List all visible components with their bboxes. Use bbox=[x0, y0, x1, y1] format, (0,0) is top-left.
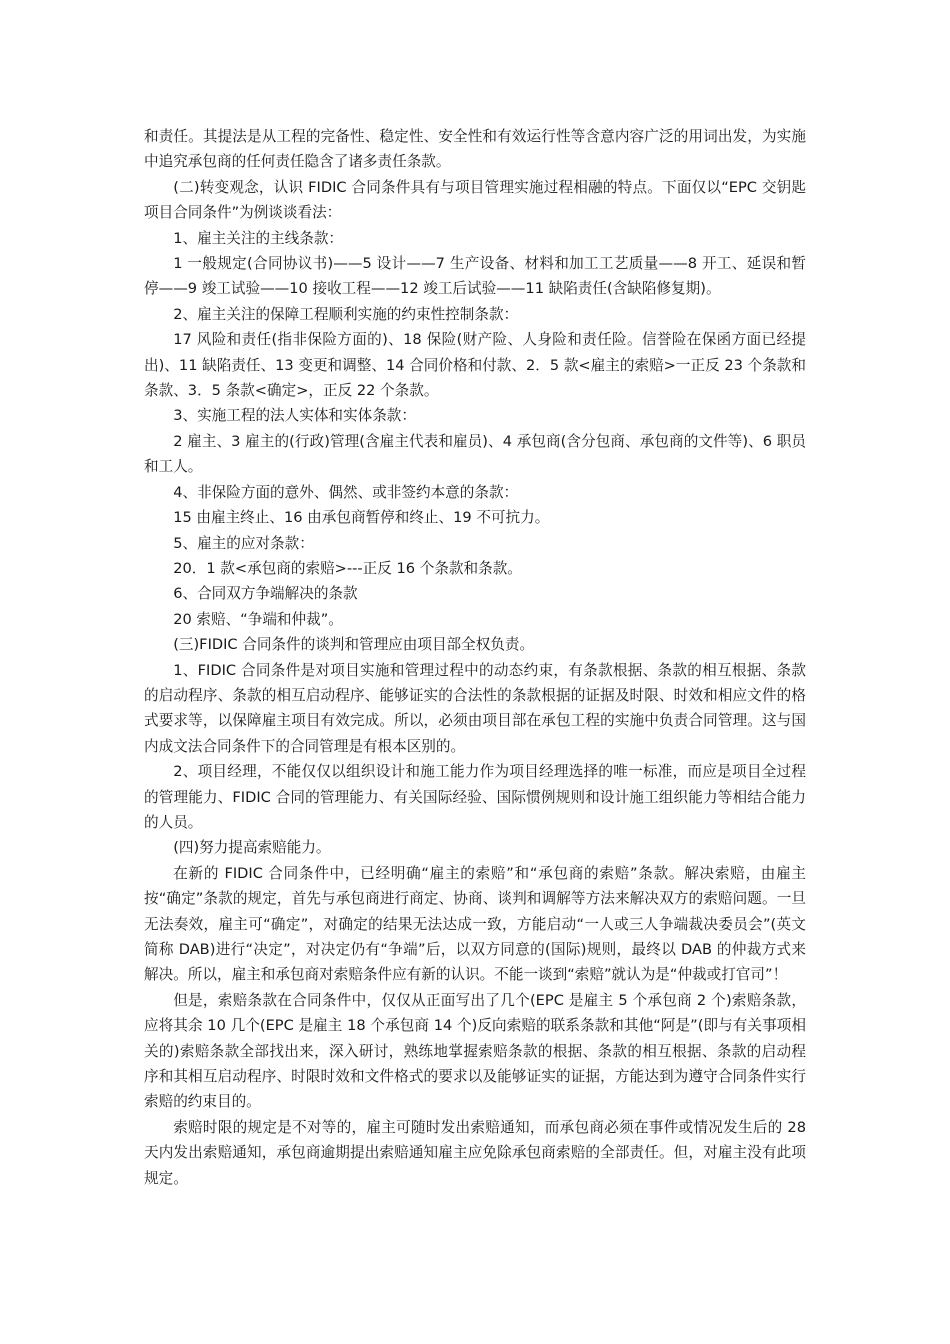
paragraph: 15 由雇主终止、16 由承包商暂停和终止、19 不可抗力。 bbox=[173, 509, 550, 527]
paragraph: 2、雇主关注的保障工程顺利实施的约束性控制条款： bbox=[173, 305, 519, 323]
paragraph: 2、项目经理，不能仅仅以组织设计和施工能力作为项目经理选择的唯一标准，而应是项目全过程的管理能力、FIDIC 合同的管理能力、有关国际经验、国际惯例规则和设计施工组织能力等相结合能力的人员。 bbox=[144, 763, 806, 831]
paragraph: (二)转变观念，认识 FIDIC 合同条件具有与项目管理实施过程相融的特点。下面仅以“EPC 交钥匙项目合同条件”为例谈谈看法： bbox=[144, 178, 806, 222]
document-body bbox=[144, 124, 806, 1191]
paragraph: 5、雇主的应对条款： bbox=[173, 534, 314, 552]
paragraph: 1 一般规定(合同协议书)——5 设计——7 生产设备、材料和加工工艺质量——8 开工、延误和暂停——9 竣工试验——10 接收工程——12 竣工后试验——11 缺陷责任(含缺陷修复期)。 bbox=[144, 255, 806, 298]
paragraph: (三)FIDIC 合同条件的谈判和管理应由项目部全权负责。 bbox=[173, 636, 535, 654]
paragraph: 4、非保险方面的意外、偶然、或非签约本意的条款： bbox=[173, 483, 519, 501]
paragraph: 20．1 款<承包商的索赔>---正反 16 个条款和条款。 bbox=[173, 559, 522, 577]
paragraph: 但是，索赔条款在合同条件中，仅仅从正面写出了几个(EPC 是雇主 5 个承包商 2 个)索赔条款，应将其余 10 几个(EPC 是雇主 18 个承包商 14 个)反向索赔的联系条款和其他“阿是”(即与有关事项相关的)索赔条款全部找出来，深入研讨，熟练地掌握索赔条款的根据、条款的相互根据、条款的启动程序和其相互启动程序、时限时效和文件格式的要求以及能够证实的证据，方能达到为遵守合同条件实行索赔的约束目的。 bbox=[144, 991, 806, 1111]
paragraph: (四)努力提高索赔能力。 bbox=[173, 839, 331, 857]
paragraph: 20 索赔、“争端和仲裁”。 bbox=[173, 610, 343, 628]
paragraph: 1、雇主关注的主线条款： bbox=[173, 229, 344, 247]
paragraph: 和责任。其提法是从工程的完备性、稳定性、安全性和有效运行性等含意内容广泛的用词出发，为实施中追究承包商的任何责任隐含了诸多责任条款。 bbox=[144, 128, 806, 171]
paragraph: 1、FIDIC 合同条件是对项目实施和管理过程中的动态约束，有条款根据、条款的相互根据、条款的启动程序、条款的相互启动程序、能够证实的合法性的条款根据的证据及时限、时效和相应文件的格式要求等，以保障雇主项目有效完成。所以，必须由项目部在承包工程的实施中负责合同管理。这与国内成文法合同条件下的合同管理是有根本区别的。 bbox=[144, 661, 806, 755]
paragraph: 在新的 FIDIC 合同条件中，已经明确“雇主的索赔”和“承包商的索赔”条款。解决索赔，由雇主按“确定”条款的规定，首先与承包商进行商定、协商、谈判和调解等方法来解决双方的索赔问题。一旦无法奏效，雇主可“确定”，对确定的结果无法达成一致，方能启动“一人或三人争端裁决委员会”(英文简称 DAB)进行“决定”，对决定仍有“争端”后，以双方同意的(国际)规则，最终以 DAB 的仲裁方式来解决。所以，雇主和承包商对索赔条件应有新的认识。不能一谈到“索赔”就认为是“仲裁或打官司”！ bbox=[144, 864, 806, 984]
paragraph: 17 风险和责任(指非保险方面的)、18 保险(财产险、人身险和责任险。信誉险在保函方面已经提出)、11 缺陷责任、13 变更和调整、14 合同价格和付款、2．5 款<雇主的索赔>一正反 23 个条款和条款、3．5 条款<确定>，正反 22 个条款。 bbox=[144, 331, 806, 400]
paragraph: 索赔时限的规定是不对等的，雇主可随时发出索赔通知，而承包商必须在事件或情况发生后的 28 天内发出索赔通知，承包商逾期提出索赔通知雇主应免除承包商索赔的全部责任。但，对雇主没有此项规定。 bbox=[144, 1118, 806, 1187]
paragraph: 2 雇主、3 雇主的(行政)管理(含雇主代表和雇员)、4 承包商(含分包商、承包商的文件等)、6 职员和工人。 bbox=[144, 432, 806, 476]
paragraph: 6、合同双方争端解决的条款 bbox=[173, 585, 358, 603]
paragraph: 3、实施工程的法人实体和实体条款： bbox=[173, 407, 416, 425]
